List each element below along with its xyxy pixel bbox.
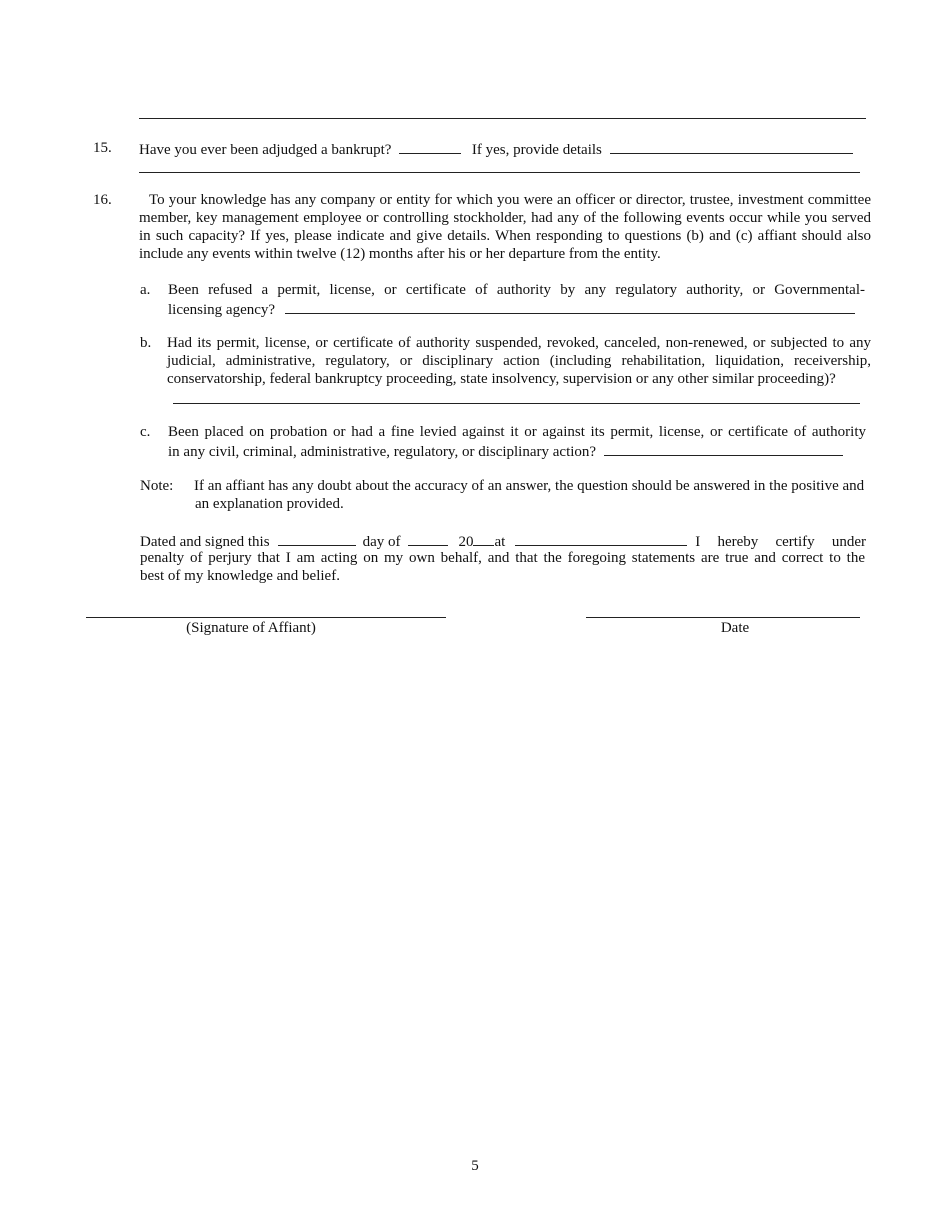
affiant-signature-line[interactable] (86, 617, 446, 618)
year-prefix-text: 20 (458, 534, 474, 550)
q16c-row2 (168, 441, 843, 461)
day-of-text: day of (362, 534, 401, 550)
q16c-line1: Been placed on probation or had a fine levied against it or against its permit, license, or certificate of authority (168, 424, 866, 440)
dated-signed-text: Dated and signed this (140, 534, 270, 550)
day-blank[interactable] (278, 531, 356, 546)
q15-details-blank[interactable] (610, 139, 853, 154)
location-blank[interactable] (515, 531, 687, 546)
certify-word-3: certify (775, 534, 815, 550)
q15-answer-blank[interactable] (399, 139, 461, 154)
affiant-signature-label: (Signature of Affiant) (186, 620, 316, 636)
q16a-answer-blank[interactable] (285, 299, 855, 314)
q16a-line1: Been refused a permit, license, or certificate of authority by any regulatory authority, or Governmental- (168, 282, 865, 298)
q16-number: 16. (93, 192, 112, 208)
date-label: Date (720, 620, 750, 636)
q16a-row2 (168, 299, 855, 319)
q16c-answer-blank[interactable] (604, 441, 843, 456)
page-number: 5 (471, 1158, 479, 1174)
q16b-answer-line[interactable] (173, 403, 860, 404)
at-text: at (494, 534, 506, 550)
month-blank[interactable] (408, 531, 448, 546)
q15-number: 15. (93, 140, 112, 156)
q16a-letter: a. (140, 282, 151, 298)
top-answer-line[interactable] (139, 118, 866, 119)
q15-details-continuation-line[interactable] (139, 172, 860, 173)
note-text: If an affiant has any doubt about the accuracy of an answer, the question should be answered in the positive and an explanation provided. (194, 478, 865, 512)
q16a-line2: licensing agency? (168, 302, 276, 318)
q15-question: Have you ever been adjudged a bankrupt? (139, 142, 392, 158)
certify-word-2: hereby (717, 534, 759, 550)
q16b-text: Had its permit, license, or certificate of authority suspended, revoked, canceled, non-renewed, or subjected to any judicial, administrative, regulatory, or disciplinary action (including rehabilitation, liquidation, receivership, conservatorship, federal bankruptcy proceeding, state insolvency, supervision or any other similar proceeding)? (167, 335, 871, 387)
certification-line2: penalty of perjury that I am acting on my own behalf, and that the foregoing statements are true and correct to the (140, 550, 865, 566)
note-label: Note: (140, 478, 174, 494)
q16b-letter: b. (140, 335, 152, 351)
q15-details-prompt: If yes, provide details (471, 142, 602, 158)
year-blank[interactable] (473, 531, 494, 546)
q15-row (139, 139, 853, 159)
certify-word-1: I (695, 534, 701, 550)
certification-row1 (140, 531, 866, 551)
certification-line3: best of my knowledge and belief. (140, 568, 340, 584)
certify-word-4: under (831, 534, 866, 550)
q16c-letter: c. (140, 424, 151, 440)
q16-intro: To your knowledge has any company or entity for which you were an officer or director, trustee, investment committee member, key management employee or controlling stockholder, had any of the following events occur while you served in such capacity? If yes, please indicate and give details. When responding to questions (b) and (c) affiant should also include any events within twelve (12) months after his or her departure from the entity. (139, 192, 871, 262)
date-signature-line[interactable] (586, 617, 860, 618)
q16c-line2: in any civil, criminal, administrative, regulatory, or disciplinary action? (168, 444, 597, 460)
